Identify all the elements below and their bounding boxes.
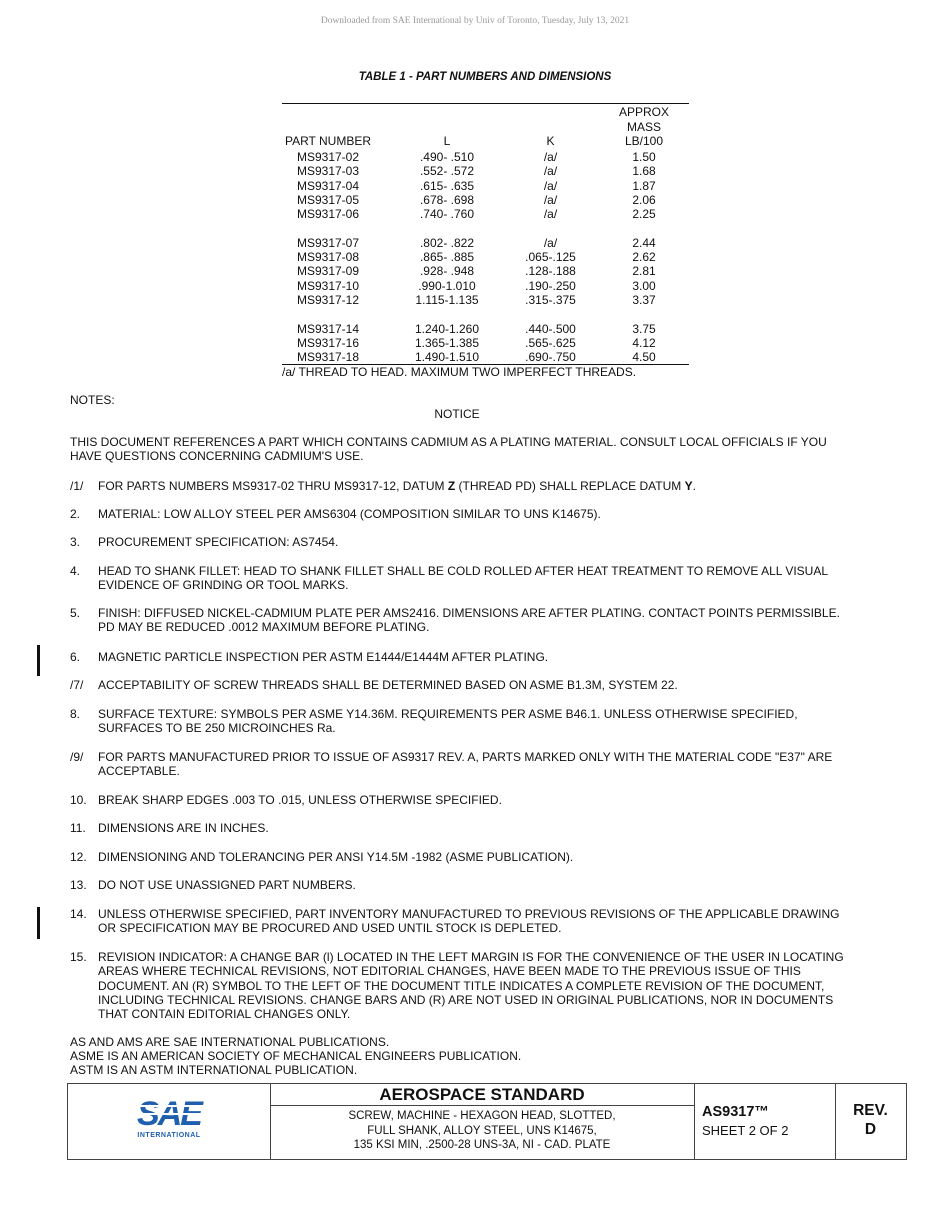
cell-l: .552- .572 — [419, 164, 475, 179]
table-row — [282, 279, 689, 293]
cell-l: .678- .698 — [419, 192, 475, 207]
note-number: 2. — [70, 507, 81, 521]
revision-letter: D — [864, 1121, 877, 1138]
document-id: AS9317™ — [702, 1104, 769, 1120]
part-description — [270, 1109, 694, 1153]
notes-label: NOTES: — [70, 393, 115, 407]
note-text: FINISH: DIFFUSED NICKEL-CADMIUM PLATE PER AMS2416. DIMENSIONS ARE AFTER PLATING. CONTACT POINTS PERMISSIBLE. PD MAY BE REDUCED .0012 MAXIMUM BEFORE PLATING. — [98, 606, 840, 635]
cell-k: /a/ — [543, 192, 558, 207]
note-number: 4. — [70, 564, 81, 578]
cell-mass: 3.75 — [632, 321, 656, 336]
cell-mass: 2.44 — [632, 235, 656, 250]
sae-logo-graphic — [68, 1084, 270, 1159]
note-number: 14. — [70, 907, 87, 921]
cell-part-number: MS9317-18 — [296, 350, 360, 365]
table-row — [282, 264, 689, 278]
table-row — [282, 322, 689, 336]
cell-k: /a/ — [543, 235, 558, 250]
document-number-cell — [694, 1084, 836, 1159]
cell-l: 1.115-1.135 — [415, 292, 479, 307]
header-part-number: PART NUMBER — [284, 134, 371, 148]
note-text: FOR PARTS MANUFACTURED PRIOR TO ISSUE OF AS9317 REV. A, PARTS MARKED ONLY WITH THE MATERIAL CODE "E37" ARE ACCEPTABLE. — [98, 750, 833, 779]
note-text: DIMENSIONING AND TOLERANCING PER ANSI Y14.5M -1982 (ASME PUBLICATION). — [98, 850, 574, 864]
note-text: DIMENSIONS ARE IN INCHES. — [98, 821, 269, 835]
note-number: 12. — [70, 850, 87, 864]
cell-mass: 1.50 — [632, 150, 656, 164]
cell-part-number: MS9317-14 — [296, 321, 360, 336]
table-row — [282, 350, 689, 364]
row-gap — [282, 221, 689, 235]
cell-l: .740- .760 — [419, 207, 475, 222]
cell-mass: 2.25 — [632, 207, 656, 222]
note-text: REVISION INDICATOR: A CHANGE BAR (l) LOCATED IN THE LEFT MARGIN IS FOR THE CONVENIENCE OF THE USER IN LOCATING AREAS WHERE TECHNICAL REVISIONS, NOT EDITORIAL CHANGES, HAVE BEEN MADE TO THE PREVIOUS ISSUE OF THIS DOCUMENT. AN (R) SYMBOL TO THE LEFT OF THE DOCUMENT TITLE INDICATES A COMPLETE REVISION OF THE DOCUMENT, INCLUDING TECHNICAL REVISIONS. CHANGE BARS AND (R) ARE NOT USED IN ORIGINAL PUBLICATIONS, NOR IN DOCUMENTS THAT CONTAIN EDITORIAL CHANGES ONLY. — [98, 950, 844, 1022]
note-number: 6. — [70, 650, 81, 664]
notice-text: THIS DOCUMENT REFERENCES A PART WHICH CONTAINS CADMIUM AS A PLATING MATERIAL. CONSULT LOCAL OFFICIALS IF YOU HAVE QUESTIONS CONCERNING CADMIUM'S USE. — [70, 435, 827, 464]
cell-l: .928- .948 — [419, 264, 475, 279]
title-block — [67, 1083, 907, 1160]
change-bar — [37, 645, 40, 676]
cell-k: .065-.125 — [525, 250, 576, 265]
table-row — [282, 336, 689, 350]
header-mass-2: MASS — [626, 119, 661, 134]
table-row — [282, 250, 689, 264]
cell-l: 1.490-1.510 — [414, 350, 480, 365]
table-row — [282, 164, 689, 178]
cell-part-number: MS9317-09 — [296, 264, 360, 279]
cell-part-number: MS9317-02 — [296, 150, 360, 164]
note-text: PROCUREMENT SPECIFICATION: AS7454. — [98, 535, 339, 549]
note-number: 15. — [70, 950, 87, 964]
cell-k: /a/ — [543, 164, 558, 179]
note-text: DO NOT USE UNASSIGNED PART NUMBERS. — [98, 878, 356, 892]
note-text: HEAD TO SHANK FILLET: HEAD TO SHANK FILLET SHALL BE COLD ROLLED AFTER HEAT TREATMENT TO REMOVE ALL VISUAL EVIDENCE OF GRINDING OR TOOL MARKS. — [98, 564, 828, 593]
publication-3: ASTM IS AN ASTM INTERNATIONAL PUBLICATION. — [70, 1063, 358, 1077]
cell-mass: 4.12 — [632, 335, 656, 350]
cell-k: /a/ — [543, 150, 558, 164]
note-number: 10. — [70, 793, 87, 807]
note-text: MATERIAL: LOW ALLOY STEEL PER AMS6304 (COMPOSITION SIMILAR TO UNS K14675). — [98, 507, 601, 521]
cell-mass: 4.50 — [632, 350, 656, 365]
description-line-3: 135 KSI MIN, .2500-28 UNS-3A, NI - CAD. PLATE — [353, 1139, 611, 1151]
cell-l: .802- .822 — [419, 235, 475, 250]
cell-k: .190-.250 — [525, 278, 576, 293]
logo-subtitle: INTERNATIONAL — [137, 1132, 201, 1139]
sae-logo — [68, 1084, 271, 1159]
note-1-post: . — [692, 479, 696, 493]
cell-l: 1.240-1.260 — [414, 321, 480, 336]
table-header — [282, 104, 689, 150]
note-text — [98, 479, 848, 493]
cell-mass: 2.81 — [632, 264, 656, 279]
cell-k: .128-.188 — [525, 264, 576, 279]
table-body — [282, 150, 689, 364]
header-k: K — [546, 134, 555, 148]
table-footnote: /a/ THREAD TO HEAD. MAXIMUM TWO IMPERFECT THREADS. — [282, 365, 637, 379]
table-row — [282, 179, 689, 193]
note-text: BREAK SHARP EDGES .003 TO .015, UNLESS OTHERWISE SPECIFIED. — [98, 793, 502, 807]
cell-mass: 2.06 — [632, 192, 656, 207]
cell-k: /a/ — [543, 178, 558, 193]
note-number: 11. — [70, 821, 86, 835]
datum-y: Y — [684, 479, 693, 493]
note-number: 3. — [70, 535, 81, 549]
header-mass-3: LB/100 — [624, 134, 664, 148]
note-text: SURFACE TEXTURE: SYMBOLS PER ASME Y14.36M. REQUIREMENTS PER ASME B46.1. UNLESS OTHERWISE SPECIFIED, SURFACES TO BE 250 MICROINCHES Ra. — [98, 707, 798, 736]
cell-part-number: MS9317-07 — [296, 235, 360, 250]
table-row — [282, 293, 689, 307]
note-text: MAGNETIC PARTICLE INSPECTION PER ASTM E1444/E1444M AFTER PLATING. — [98, 650, 549, 664]
note-number: 8. — [70, 707, 81, 721]
cell-part-number: MS9317-08 — [296, 250, 360, 265]
datum-z: Z — [447, 479, 456, 493]
row-gap — [282, 307, 689, 321]
cell-mass: 3.37 — [632, 292, 656, 307]
note-1-mid: (THREAD PD) SHALL REPLACE DATUM — [455, 479, 685, 493]
note-text: UNLESS OTHERWISE SPECIFIED, PART INVENTORY MANUFACTURED TO PREVIOUS REVISIONS OF THE APPLICABLE DRAWING OR SPECIFICATION MAY BE PROCURED AND USED UNTIL STOCK IS DEPLETED. — [98, 907, 840, 936]
title-block-description — [270, 1084, 695, 1159]
cell-l: .990-1.010 — [418, 278, 476, 293]
cell-part-number: MS9317-12 — [296, 292, 360, 307]
table-title: TABLE 1 - PART NUMBERS AND DIMENSIONS — [358, 71, 612, 83]
publication-1: AS AND AMS ARE SAE INTERNATIONAL PUBLICATIONS. — [70, 1035, 390, 1049]
header-l: L — [443, 134, 451, 148]
cell-k: .565-.625 — [525, 335, 576, 350]
cell-part-number: MS9317-10 — [296, 278, 360, 293]
table-row — [282, 150, 689, 164]
download-watermark: Downloaded from SAE International by Univ of Toronto, Tuesday, July 13, 2021 — [320, 16, 630, 26]
note-1-pre: FOR PARTS NUMBERS MS9317-02 THRU MS9317-12, DATUM — [98, 479, 448, 493]
change-bar — [37, 907, 40, 939]
cell-part-number: MS9317-16 — [296, 335, 360, 350]
logo-wordmark: SAE — [137, 1095, 201, 1133]
part-numbers-table — [282, 103, 689, 365]
note-number: 13. — [70, 878, 87, 892]
table-row — [282, 236, 689, 250]
cell-mass: 3.00 — [632, 278, 656, 293]
cell-mass: 2.62 — [632, 250, 656, 265]
note-number: /9/ — [70, 750, 84, 764]
cell-l: .615- .635 — [419, 178, 475, 193]
revision-cell — [835, 1084, 906, 1159]
cell-k: .690-.750 — [525, 350, 576, 365]
standard-type: AEROSPACE STANDARD — [270, 1084, 694, 1106]
description-line-2: FULL SHANK, ALLOY STEEL, UNS K14675, — [367, 1124, 597, 1137]
note-number: /7/ — [70, 678, 84, 692]
cell-part-number: MS9317-05 — [296, 192, 360, 207]
cell-part-number: MS9317-03 — [296, 164, 360, 179]
cell-l: 1.365-1.385 — [414, 335, 480, 350]
table-row — [282, 207, 689, 221]
cell-mass: 1.87 — [632, 178, 656, 193]
cell-part-number: MS9317-06 — [296, 207, 360, 222]
sheet-number: SHEET 2 OF 2 — [702, 1123, 789, 1138]
cell-l: .865- .885 — [419, 250, 475, 265]
revision-label: REV. — [853, 1102, 888, 1119]
publication-2: ASME IS AN AMERICAN SOCIETY OF MECHANICAL ENGINEERS PUBLICATION. — [70, 1049, 522, 1063]
cell-l: .490- .510 — [419, 150, 475, 164]
cell-part-number: MS9317-04 — [296, 178, 360, 193]
description-line-1: SCREW, MACHINE - HEXAGON HEAD, SLOTTED, — [348, 1110, 616, 1122]
note-number: /1/ — [70, 479, 84, 493]
note-number: 5. — [70, 606, 81, 620]
cell-k: .315-.375 — [525, 292, 576, 307]
cell-k: /a/ — [543, 207, 558, 222]
cell-mass: 1.68 — [632, 164, 656, 179]
header-mass-1: APPROX — [618, 105, 669, 119]
cell-k: .440-.500 — [525, 321, 576, 336]
table-row — [282, 193, 689, 207]
note-text: ACCEPTABILITY OF SCREW THREADS SHALL BE DETERMINED BASED ON ASME B1.3M, SYSTEM 22. — [98, 678, 678, 692]
notice-title: NOTICE — [434, 407, 480, 421]
